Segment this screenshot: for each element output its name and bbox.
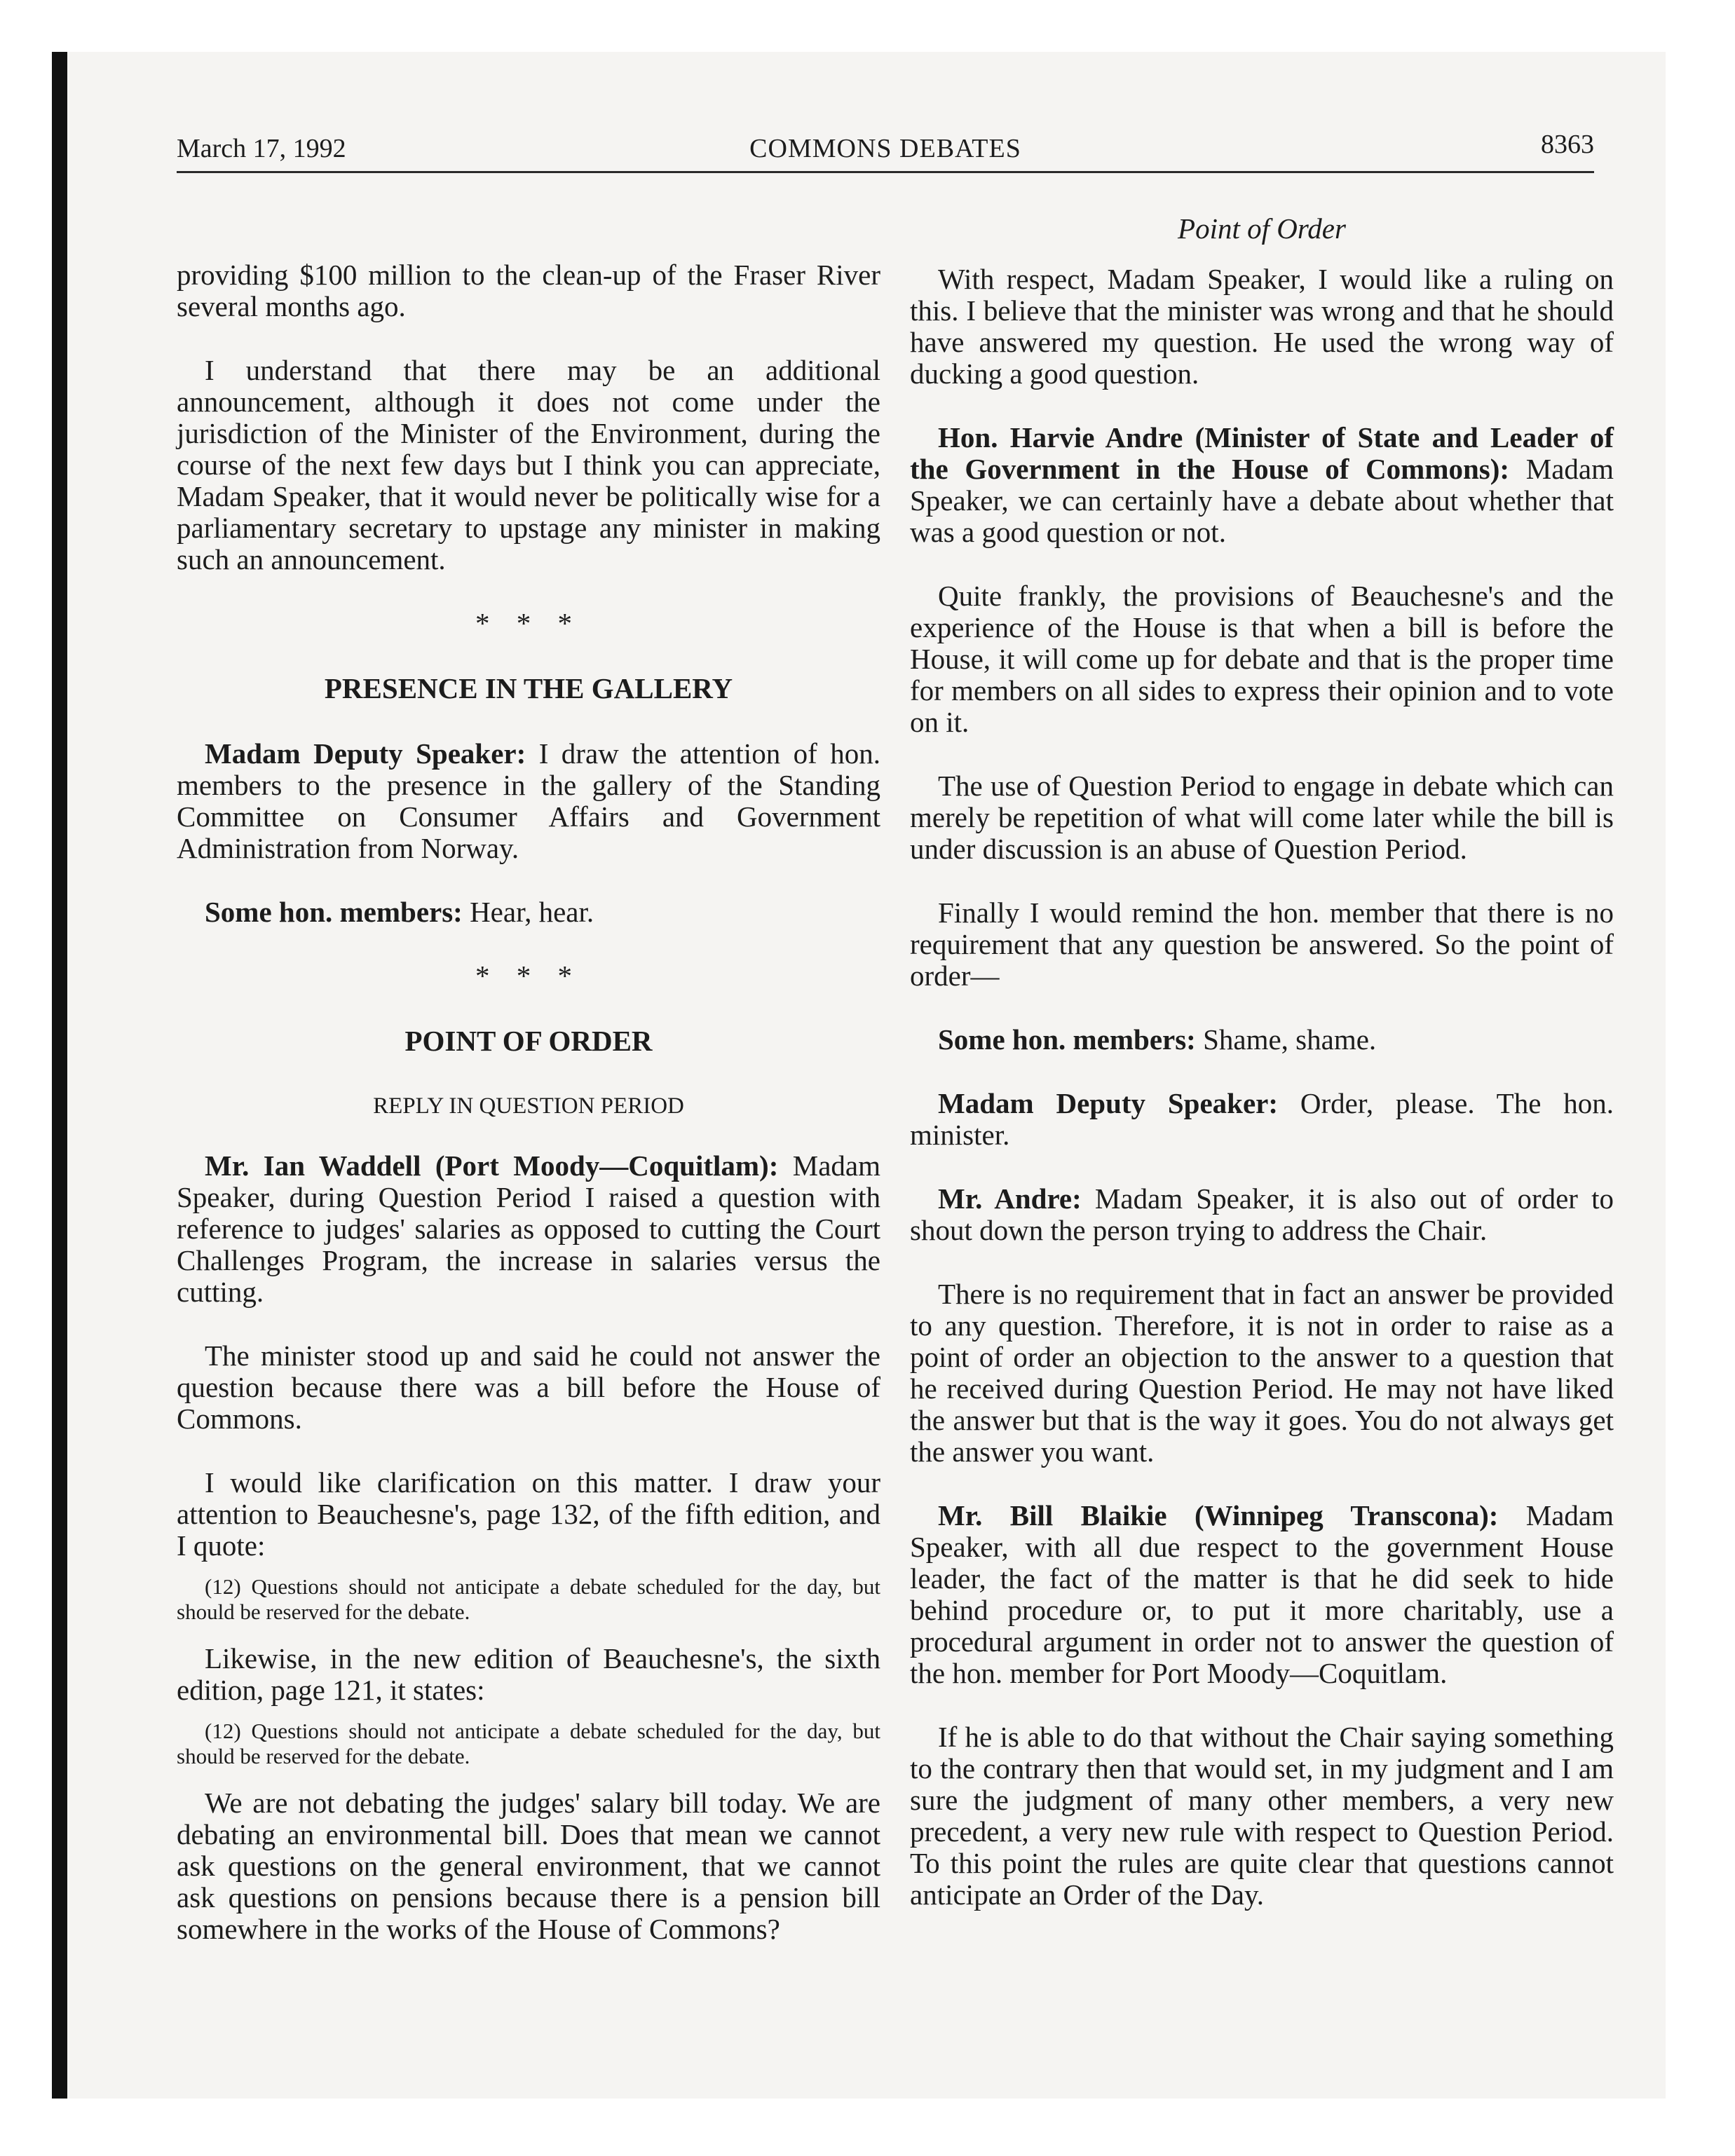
speech-text: Madam Speaker, we can certainly have a debate about whether that was a good question or not. bbox=[910, 453, 1614, 548]
scan-edge bbox=[52, 52, 67, 2099]
paragraph: Quite frankly, the provisions of Beauchesne's and the experience of the House is that when a bill is before the House, it will come up for debate and that is the proper time for members on all sides to express their opinion and to vote on it. bbox=[910, 580, 1614, 738]
paragraph: I understand that there may be an additional announcement, although it does not come under the jurisdiction of the Minister of the Environment, during the course of the next few days but I think you can appreciate, Madam Speaker, that it would never be politically wise for a parliamentary secretary to upstage any minister in making such an announcement. bbox=[177, 354, 880, 575]
paragraph bbox=[910, 1183, 1614, 1246]
block-quote: (12) Questions should not anticipate a debate scheduled for the day, but should be reserved for the debate. bbox=[177, 1719, 880, 1768]
paragraph bbox=[910, 1500, 1614, 1689]
paragraph: I would like clarification on this matter. I draw your attention to Beauchesne's, page 132, of the fifth edition, and I quote: bbox=[177, 1466, 880, 1562]
speech-text: Madam Speaker, it is also out of order to shout down the person trying to address the Chair. bbox=[910, 1182, 1614, 1246]
page-header bbox=[177, 130, 1594, 175]
header-title: COMMONS DEBATES bbox=[749, 134, 1021, 163]
speaker-name: Mr. Andre: bbox=[938, 1182, 1082, 1215]
speaker-name: Mr. Bill Blaikie (Winnipeg Transcona): bbox=[938, 1499, 1499, 1531]
paragraph bbox=[910, 422, 1614, 548]
speech-text: I draw the attention of hon. members to the presence in the gallery of the Standing Committee on Consumer Affairs and Government Administration from Norway. bbox=[177, 737, 880, 864]
paragraph bbox=[177, 896, 880, 928]
section-separator: * * * bbox=[475, 607, 582, 639]
speech-text: Hear, hear. bbox=[462, 896, 594, 928]
running-head: Point of Order bbox=[1178, 212, 1346, 245]
speech-text: Shame, shame. bbox=[1195, 1023, 1377, 1056]
paragraph bbox=[910, 1024, 1614, 1056]
right-column bbox=[910, 264, 1614, 1943]
speaker-name: Some hon. members: bbox=[938, 1023, 1196, 1056]
paragraph: Likewise, in the new edition of Beauchesne's, the sixth edition, page 121, it states: bbox=[177, 1642, 880, 1706]
paragraph: The use of Question Period to engage in debate which can merely be repetition of what will come later while the bill is under discussion is an abuse of Question Period. bbox=[910, 770, 1614, 865]
paragraph bbox=[177, 738, 880, 864]
paragraph: There is no requirement that in fact an answer be provided to any question. Therefore, it is not in order to raise as a point of order an objection to the answer to a question that he received during Question Period. He may not have liked the answer but that is the way it goes. You do not always get the answer you want. bbox=[910, 1278, 1614, 1468]
speaker-name: Hon. Harvie Andre (Minister of State and Leader of the Government in the House of Commons): bbox=[910, 421, 1614, 485]
speaker-name: Madam Deputy Speaker: bbox=[938, 1087, 1279, 1119]
paragraph: The minister stood up and said he could not answer the question because there was a bill before the House of Commons. bbox=[177, 1339, 880, 1435]
speech-text: Madam Speaker, with all due respect to the government House leader, the fact of the matter is that he did seek to hide behind procedure or, to put it more charitably, use a procedural argument in order not to answer the question of the hon. member for Port Moody—Coquitlam. bbox=[910, 1499, 1614, 1689]
section-heading: PRESENCE IN THE GALLERY bbox=[324, 672, 733, 704]
header-date: March 17, 1992 bbox=[177, 134, 346, 163]
paragraph: Finally I would remind the hon. member that there is no requirement that any question be answered. So the point of order— bbox=[910, 896, 1614, 992]
speech-text: Order, please. The hon. minister. bbox=[910, 1087, 1614, 1151]
paragraph: If he is able to do that without the Chair saying something to the contrary then that would set, in my judgment and I am sure the judgment of many other members, a very new precedent, a very new rule with respect to Question Period. To this point the rules are quite clear that questions cannot anticipate an Order of the Day. bbox=[910, 1721, 1614, 1911]
section-separator: * * * bbox=[475, 960, 582, 992]
block-quote: (12) Questions should not anticipate a debate scheduled for the day, but should be reserved for the debate. bbox=[177, 1574, 880, 1624]
section-subheading: REPLY IN QUESTION PERIOD bbox=[373, 1093, 684, 1119]
speaker-name: Madam Deputy Speaker: bbox=[205, 737, 526, 770]
header-rule bbox=[177, 171, 1594, 173]
paragraph: With respect, Madam Speaker, I would like a ruling on this. I believe that the minister was wrong and that he should have answered my question. He used the wrong way of ducking a good question. bbox=[910, 263, 1614, 390]
paragraph bbox=[910, 1088, 1614, 1151]
page-number: 8363 bbox=[1541, 130, 1594, 159]
paragraph: providing $100 million to the clean-up of the Fraser River several months ago. bbox=[177, 259, 880, 322]
paragraph: We are not debating the judges' salary bill today. We are debating an environmental bill. Does that mean we cannot ask questions on the general environment, that we cannot ask questions on pensions because there is a pension bill somewhere in the works of the House of Commons? bbox=[177, 1787, 880, 1945]
section-heading: POINT OF ORDER bbox=[404, 1025, 653, 1057]
paragraph bbox=[177, 1150, 880, 1308]
speaker-name: Mr. Ian Waddell (Port Moody—Coquitlam): bbox=[205, 1149, 779, 1182]
left-column bbox=[177, 259, 880, 1977]
speech-text: Madam Speaker, during Question Period I raised a question with reference to judges' salaries as opposed to cutting the Court Challenges Program, the increase in salaries versus the cutting. bbox=[177, 1149, 880, 1308]
speaker-name: Some hon. members: bbox=[205, 896, 463, 928]
